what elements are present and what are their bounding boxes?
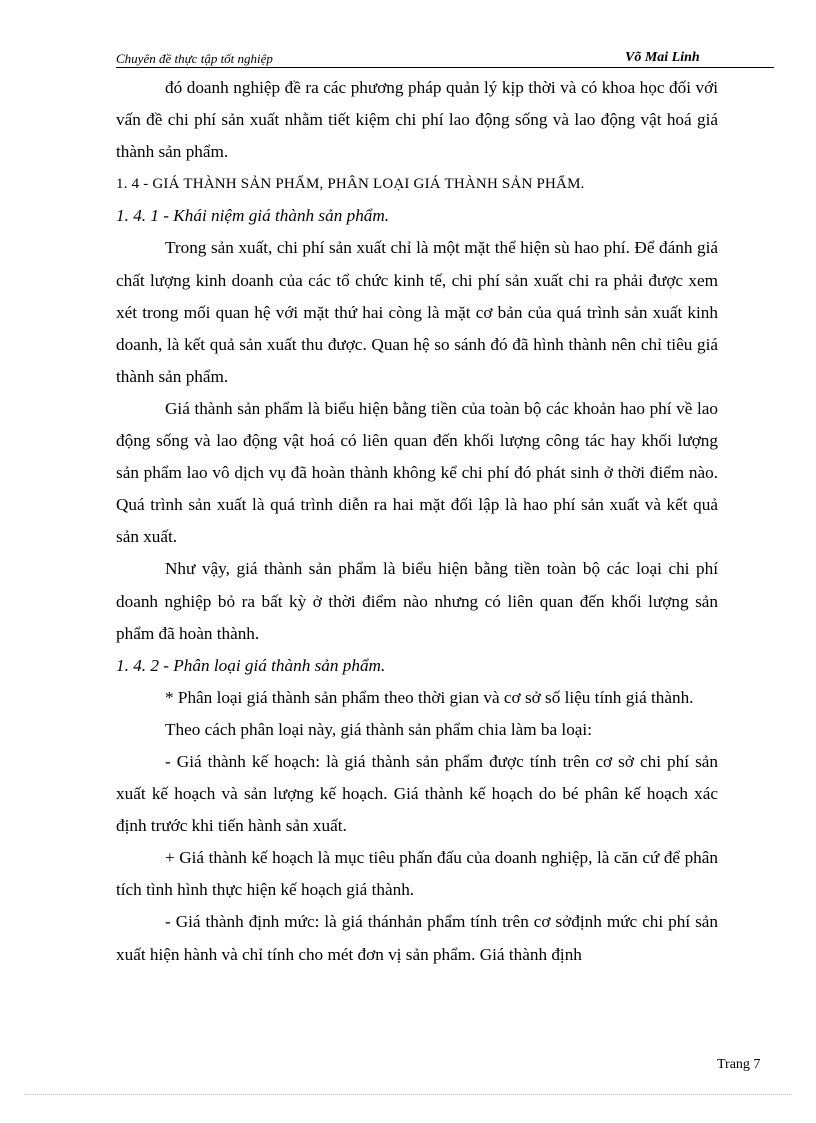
page-header: [116, 50, 774, 68]
header-author: Võ Mai Linh: [625, 50, 700, 65]
paragraph: Trong sản xuất, chi phí sản xuất chỉ là một mặt thể hiện sù hao phí. Để đánh giá chất lượng kinh doanh của các tổ chức kinh tế, chi phí sản xuất chi ra phải được xem xét trong mối quan hệ với mặt thứ hai còng là mặt cơ bản của quá trình sản xuất kinh doanh, là kết quả sản xuất thu được. Quan hệ so sánh đó đã hình thành nên chỉ tiêu giá thành sản phẩm.: [116, 238, 718, 386]
paragraph: đó doanh nghiệp đề ra các phương pháp quản lý kịp thời và có khoa học đối với vấn đề chi phí sản xuất nhằm tiết kiệm chi phí lao động sống và lao động vật hoá giá thành sản phẩm.: [116, 78, 718, 162]
header-title: Chuyên đề thực tập tốt nghiệp: [116, 51, 273, 66]
paragraph: Giá thành sản phẩm là biểu hiện bằng tiền của toàn bộ các khoản hao phí về lao động sống và lao động vật hoá có liên quan đến khối lượng công tác hay khối lượng sản phẩm lao vô dịch vụ đã hoàn thành không kể chi phí đó phát sinh ở thời điểm nào. Quá trình sản xuất là quá trình diễn ra hai mặt đối lập là hao phí sản xuất và kết quả sản xuất.: [116, 398, 718, 547]
paragraph: + Giá thành kế hoạch là mục tiêu phấn đấu của doanh nghiệp, là căn cứ để phân tích tình hình thực hiện kế hoạch giá thành.: [116, 848, 718, 900]
document-body: [116, 72, 718, 971]
subsection-heading: 1. 4. 1 - Khái niệm giá thành sản phẩm.: [116, 206, 390, 226]
paragraph: - Giá thành định mức: là giá thánhản phẩm tính trên cơ sởđịnh mức chi phí sản xuất hiện hành và chỉ tính cho mét đơn vị sản phẩm. Giá thành định: [116, 912, 718, 964]
paragraph: - Giá thành kế hoạch: là giá thành sản phẩm được tính trên cơ sở chi phí sản xuất kế hoạch và sản lượng kế hoạch. Giá thành kế hoạch do bé phân kế hoạch xác định trước khi tiến hành sản xuất.: [116, 751, 718, 836]
paragraph: Theo cách phân loại này, giá thành sản phẩm chia làm ba loại:: [165, 719, 592, 739]
paragraph: Như vậy, giá thành sản phẩm là biểu hiện bằng tiền toàn bộ các loại chi phí doanh nghiệp bỏ ra bất kỳ ở thời điểm nào nhưng có liên quan đến khối lượng sản phẩm đã hoàn thành.: [116, 559, 718, 643]
section-heading: 1. 4 - GIÁ THÀNH SẢN PHẨM, PHÂN LOẠI GIÁ THÀNH SẢN PHẨM.: [116, 176, 585, 193]
subsection-heading: 1. 4. 2 - Phân loại giá thành sản phẩm.: [116, 655, 386, 675]
paragraph: * Phân loại giá thành sản phẩm theo thời gian và cơ sở số liệu tính giá thành.: [165, 687, 694, 707]
page-bottom-divider: [24, 1094, 792, 1095]
page-number: Trang 7: [717, 1057, 761, 1072]
